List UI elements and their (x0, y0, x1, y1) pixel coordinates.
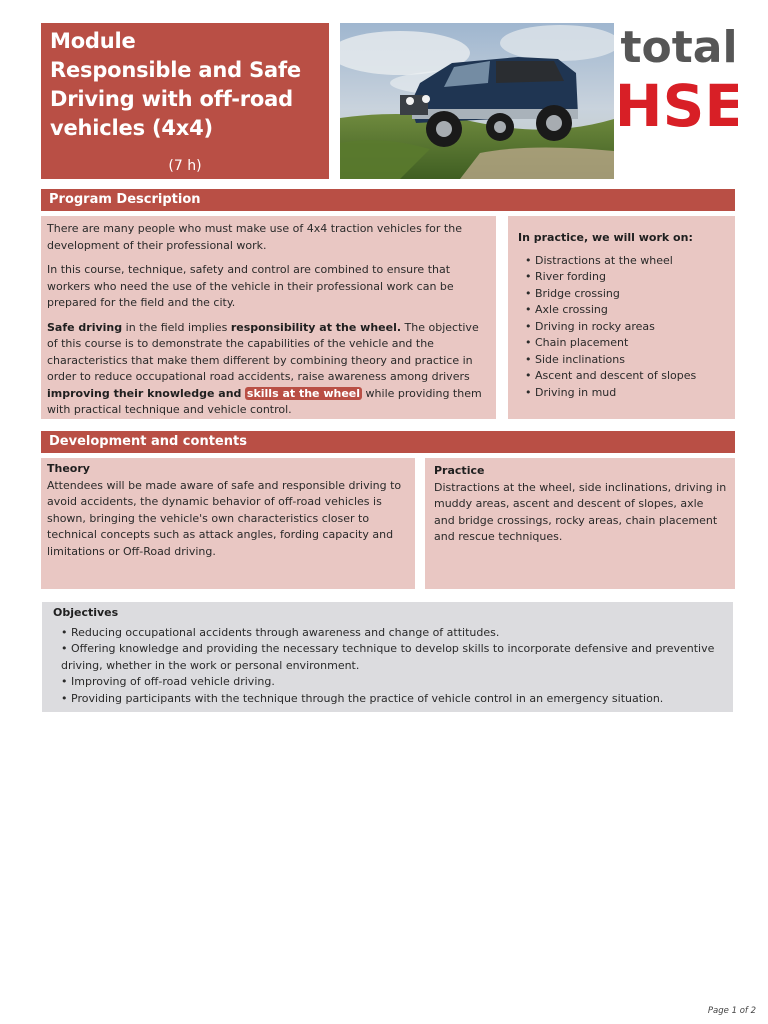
list-item: • Axle crossing (525, 302, 727, 319)
offroad-vehicle-photo (340, 23, 614, 179)
list-item: • Bridge crossing (525, 286, 727, 303)
theory-box (41, 458, 415, 589)
section-heading-development: Development and contents (41, 431, 735, 453)
list-item: • Chain placement (525, 335, 727, 352)
duration: (7 h) (168, 158, 202, 174)
list-item: • Offering knowledge and providing the necessary technique to develop skills to incorporate defensive and preventive driving, whether in the work or personal environment. (61, 641, 723, 674)
program-paragraph-2: In this course, technique, safety and control are combined to ensure that workers who need the use of the vehicle in their professional work can be prepared for the field and the city. (47, 263, 454, 309)
list-item: • Driving in mud (525, 385, 727, 402)
list-item: • Ascent and descent of slopes (525, 368, 727, 385)
program-paragraph-3: Safe driving in the field implies responsibility at the wheel. The objective of this course is to demonstrate the capabilities of the vehicle and the characteristics that make them different by combining theory and practice in order to reduce occupational road accidents, raise awareness among drivers improving their knowledge and skills at the wheel while providing them with practical technique and vehicle control. (47, 320, 482, 416)
program-paragraph-1: There are many people who must make use of 4x4 traction vehicles for the development of their professional work. (47, 222, 462, 252)
list-item: • Driving in rocky areas (525, 319, 727, 336)
logo-text-total: total (620, 22, 738, 73)
practice-text: Distractions at the wheel, side inclinations, driving in muddy areas, ascent and descent of slopes, axle and bridge crossings, rocky areas, chain placement and rescue techniques. (434, 480, 727, 543)
objectives-heading: Objectives (53, 606, 119, 619)
page-number: Page 1 of 2 (707, 1006, 756, 1016)
program-description-box (41, 216, 496, 419)
module-title: Module Responsible and Safe Driving with off-road vehicles (4x4) (50, 29, 301, 140)
practice-heading: Practice (434, 464, 485, 477)
objectives-box (42, 602, 733, 712)
practice-topics-heading: In practice, we will work on: (518, 231, 693, 244)
theory-heading: Theory (47, 462, 90, 475)
highlighted-phrase: skills at the wheel (246, 386, 361, 400)
list-item: • Side inclinations (525, 352, 727, 369)
objectives-list (53, 625, 723, 708)
list-item: • Distractions at the wheel (525, 253, 727, 270)
list-item: • River fording (525, 269, 727, 286)
practice-topics-box (508, 216, 735, 419)
logo-text-hse: HSE (620, 72, 738, 136)
theory-text: Attendees will be made aware of safe and responsible driving to avoid accidents, the dynamic behavior of off-road vehicles is shown, bringing the vehicle's own characteristics closer to technical concepts such as attack angles, fording capacity and limitations or Off-Road driving. (47, 478, 402, 558)
module-title-block (41, 23, 329, 179)
list-item: • Providing participants with the technique through the practice of vehicle control in an emergency situation. (61, 691, 723, 708)
practice-box (425, 458, 735, 589)
list-item: • Improving of off-road vehicle driving. (61, 674, 723, 691)
practice-topics-list (518, 253, 727, 402)
section-heading-program-description: Program Description (41, 189, 735, 211)
total-hse-logo (620, 18, 738, 136)
list-item: • Reducing occupational accidents through awareness and change of attitudes. (61, 625, 723, 642)
